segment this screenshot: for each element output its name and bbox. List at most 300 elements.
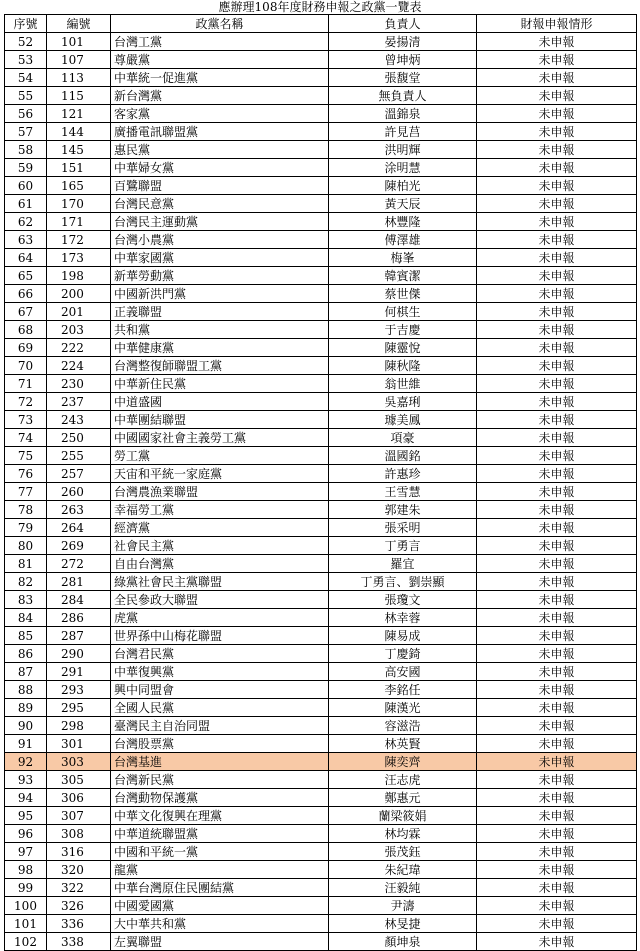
cell-code: 222 — [47, 339, 111, 357]
cell-person: 丁慶錡 — [329, 645, 477, 663]
cell-code: 151 — [47, 159, 111, 177]
cell-status: 未申報 — [477, 141, 637, 159]
cell-status: 未申報 — [477, 33, 637, 51]
cell-seq: 101 — [5, 915, 47, 933]
cell-person: 汪志虎 — [329, 771, 477, 789]
cell-code: 338 — [47, 933, 111, 951]
cell-code: 224 — [47, 357, 111, 375]
cell-seq: 95 — [5, 807, 47, 825]
cell-code: 264 — [47, 519, 111, 537]
cell-seq: 87 — [5, 663, 47, 681]
cell-code: 293 — [47, 681, 111, 699]
table-row — [5, 915, 637, 933]
cell-person: 璩美鳳 — [329, 411, 477, 429]
cell-code: 144 — [47, 123, 111, 141]
cell-party-name: 台灣農漁業聯盟 — [111, 483, 329, 501]
cell-seq: 83 — [5, 591, 47, 609]
cell-code: 320 — [47, 861, 111, 879]
cell-code: 107 — [47, 51, 111, 69]
cell-seq: 98 — [5, 861, 47, 879]
cell-party-name: 中華台灣原住民團結黨 — [111, 879, 329, 897]
cell-seq: 75 — [5, 447, 47, 465]
cell-code: 145 — [47, 141, 111, 159]
table-row — [5, 51, 637, 69]
cell-code: 291 — [47, 663, 111, 681]
cell-party-name: 自由台灣黨 — [111, 555, 329, 573]
cell-party-name: 尊嚴黨 — [111, 51, 329, 69]
table-row — [5, 69, 637, 87]
table-row — [5, 555, 637, 573]
cell-code: 284 — [47, 591, 111, 609]
cell-person: 林英賢 — [329, 735, 477, 753]
cell-status: 未申報 — [477, 285, 637, 303]
cell-seq: 57 — [5, 123, 47, 141]
table-row — [5, 753, 637, 771]
cell-person: 吳嘉琍 — [329, 393, 477, 411]
cell-person: 溫國銘 — [329, 447, 477, 465]
cell-person: 林均霖 — [329, 825, 477, 843]
table-row — [5, 843, 637, 861]
cell-status: 未申報 — [477, 717, 637, 735]
table-row — [5, 375, 637, 393]
cell-person: 無負責人 — [329, 87, 477, 105]
cell-party-name: 虎黨 — [111, 609, 329, 627]
cell-code: 298 — [47, 717, 111, 735]
cell-party-name: 中國國家社會主義勞工黨 — [111, 429, 329, 447]
cell-status: 未申報 — [477, 123, 637, 141]
cell-code: 305 — [47, 771, 111, 789]
cell-person: 林幸蓉 — [329, 609, 477, 627]
table-row — [5, 501, 637, 519]
cell-code: 172 — [47, 231, 111, 249]
cell-person: 陳奕齊 — [329, 753, 477, 771]
table-row — [5, 267, 637, 285]
cell-person: 黃天辰 — [329, 195, 477, 213]
table-row — [5, 195, 637, 213]
cell-person: 張采明 — [329, 519, 477, 537]
table-row — [5, 141, 637, 159]
cell-code: 170 — [47, 195, 111, 213]
cell-person: 林豐隆 — [329, 213, 477, 231]
cell-seq: 99 — [5, 879, 47, 897]
cell-seq: 62 — [5, 213, 47, 231]
cell-person: 羅宜 — [329, 555, 477, 573]
cell-party-name: 台灣民主運動黨 — [111, 213, 329, 231]
cell-status: 未申報 — [477, 933, 637, 951]
cell-person: 陳柏光 — [329, 177, 477, 195]
cell-party-name: 中華統一促進黨 — [111, 69, 329, 87]
cell-status: 未申報 — [477, 447, 637, 465]
cell-party-name: 中華復興黨 — [111, 663, 329, 681]
table-body — [5, 33, 637, 951]
cell-seq: 63 — [5, 231, 47, 249]
cell-party-name: 全國人民黨 — [111, 699, 329, 717]
cell-code: 269 — [47, 537, 111, 555]
cell-person: 蘭梁筱娟 — [329, 807, 477, 825]
table-row — [5, 573, 637, 591]
cell-person: 尹濤 — [329, 897, 477, 915]
table-row — [5, 789, 637, 807]
cell-party-name: 中華道統聯盟黨 — [111, 825, 329, 843]
cell-person: 傅澤雄 — [329, 231, 477, 249]
cell-person: 洪明輝 — [329, 141, 477, 159]
cell-party-name: 新台灣黨 — [111, 87, 329, 105]
cell-person: 王雪慧 — [329, 483, 477, 501]
cell-seq: 79 — [5, 519, 47, 537]
cell-status: 未申報 — [477, 807, 637, 825]
table-row — [5, 285, 637, 303]
cell-status: 未申報 — [477, 69, 637, 87]
cell-status: 未申報 — [477, 735, 637, 753]
cell-person: 涂明慧 — [329, 159, 477, 177]
header-code: 編號 — [47, 15, 111, 33]
cell-code: 198 — [47, 267, 111, 285]
cell-party-name: 台灣君民黨 — [111, 645, 329, 663]
table-row — [5, 249, 637, 267]
cell-status: 未申報 — [477, 357, 637, 375]
table-row — [5, 429, 637, 447]
cell-seq: 65 — [5, 267, 47, 285]
cell-code: 260 — [47, 483, 111, 501]
table-row — [5, 87, 637, 105]
table-row — [5, 393, 637, 411]
cell-party-name: 正義聯盟 — [111, 303, 329, 321]
cell-party-name: 中華文化復興在理黨 — [111, 807, 329, 825]
cell-code: 165 — [47, 177, 111, 195]
cell-status: 未申報 — [477, 825, 637, 843]
cell-party-name: 客家黨 — [111, 105, 329, 123]
cell-seq: 59 — [5, 159, 47, 177]
cell-status: 未申報 — [477, 429, 637, 447]
table-row — [5, 699, 637, 717]
cell-party-name: 共和黨 — [111, 321, 329, 339]
cell-person: 丁勇言 — [329, 537, 477, 555]
cell-party-name: 勞工黨 — [111, 447, 329, 465]
cell-person: 曾坤炳 — [329, 51, 477, 69]
cell-seq: 69 — [5, 339, 47, 357]
table-row — [5, 177, 637, 195]
cell-status: 未申報 — [477, 663, 637, 681]
header-person: 負責人 — [329, 15, 477, 33]
table-row — [5, 321, 637, 339]
table-row — [5, 879, 637, 897]
table-row — [5, 231, 637, 249]
table-row — [5, 465, 637, 483]
cell-person: 李銘任 — [329, 681, 477, 699]
cell-status: 未申報 — [477, 537, 637, 555]
cell-seq: 54 — [5, 69, 47, 87]
cell-person: 林旻捷 — [329, 915, 477, 933]
cell-seq: 80 — [5, 537, 47, 555]
cell-code: 101 — [47, 33, 111, 51]
cell-code: 171 — [47, 213, 111, 231]
cell-party-name: 中華健康黨 — [111, 339, 329, 357]
cell-person: 鄭惠元 — [329, 789, 477, 807]
table-row — [5, 591, 637, 609]
cell-person: 晏揚清 — [329, 33, 477, 51]
cell-seq: 68 — [5, 321, 47, 339]
cell-status: 未申報 — [477, 483, 637, 501]
cell-code: 203 — [47, 321, 111, 339]
cell-party-name: 全民參政大聯盟 — [111, 591, 329, 609]
cell-party-name: 台灣動物保護黨 — [111, 789, 329, 807]
header-status: 財報申報情形 — [477, 15, 637, 33]
cell-seq: 61 — [5, 195, 47, 213]
document-title: 應辦理108年度財務申報之政黨一覽表 — [218, 0, 422, 14]
cell-seq: 67 — [5, 303, 47, 321]
cell-person: 溫錦泉 — [329, 105, 477, 123]
cell-status: 未申報 — [477, 195, 637, 213]
cell-seq: 90 — [5, 717, 47, 735]
cell-seq: 93 — [5, 771, 47, 789]
cell-status: 未申報 — [477, 213, 637, 231]
cell-status: 未申報 — [477, 645, 637, 663]
table-row — [5, 897, 637, 915]
cell-status: 未申報 — [477, 87, 637, 105]
cell-status: 未申報 — [477, 339, 637, 357]
cell-person: 張馥堂 — [329, 69, 477, 87]
cell-seq: 64 — [5, 249, 47, 267]
cell-code: 200 — [47, 285, 111, 303]
cell-code: 295 — [47, 699, 111, 717]
cell-seq: 78 — [5, 501, 47, 519]
table-row — [5, 123, 637, 141]
table-row — [5, 213, 637, 231]
cell-code: 255 — [47, 447, 111, 465]
cell-status: 未申報 — [477, 879, 637, 897]
table-row — [5, 537, 637, 555]
header-seq: 序號 — [5, 15, 47, 33]
cell-person: 張茂鈺 — [329, 843, 477, 861]
cell-status: 未申報 — [477, 699, 637, 717]
cell-party-name: 大中華共和黨 — [111, 915, 329, 933]
cell-party-name: 中國新洪門黨 — [111, 285, 329, 303]
cell-code: 121 — [47, 105, 111, 123]
table-row — [5, 645, 637, 663]
cell-status: 未申報 — [477, 771, 637, 789]
cell-code: 290 — [47, 645, 111, 663]
cell-party-name: 台灣民意黨 — [111, 195, 329, 213]
cell-code: 307 — [47, 807, 111, 825]
cell-party-name: 中華團結聯盟 — [111, 411, 329, 429]
cell-seq: 73 — [5, 411, 47, 429]
cell-code: 243 — [47, 411, 111, 429]
cell-seq: 89 — [5, 699, 47, 717]
cell-code: 237 — [47, 393, 111, 411]
cell-party-name: 百鷺聯盟 — [111, 177, 329, 195]
cell-person: 韓賓潔 — [329, 267, 477, 285]
table-row — [5, 411, 637, 429]
cell-seq: 94 — [5, 789, 47, 807]
table-row — [5, 609, 637, 627]
cell-seq: 86 — [5, 645, 47, 663]
cell-code: 281 — [47, 573, 111, 591]
cell-code: 287 — [47, 627, 111, 645]
table-row — [5, 303, 637, 321]
table-row — [5, 735, 637, 753]
cell-code: 115 — [47, 87, 111, 105]
cell-person: 項豪 — [329, 429, 477, 447]
cell-seq: 53 — [5, 51, 47, 69]
cell-person: 汪毅純 — [329, 879, 477, 897]
cell-person: 高安國 — [329, 663, 477, 681]
cell-seq: 81 — [5, 555, 47, 573]
cell-code: 301 — [47, 735, 111, 753]
cell-status: 未申報 — [477, 681, 637, 699]
cell-status: 未申報 — [477, 501, 637, 519]
table-row — [5, 447, 637, 465]
cell-seq: 72 — [5, 393, 47, 411]
cell-seq: 88 — [5, 681, 47, 699]
cell-status: 未申報 — [477, 267, 637, 285]
cell-code: 263 — [47, 501, 111, 519]
cell-status: 未申報 — [477, 411, 637, 429]
cell-seq: 82 — [5, 573, 47, 591]
cell-party-name: 天宙和平統一家庭黨 — [111, 465, 329, 483]
cell-seq: 76 — [5, 465, 47, 483]
cell-party-name: 台灣新民黨 — [111, 771, 329, 789]
cell-status: 未申報 — [477, 915, 637, 933]
cell-seq: 74 — [5, 429, 47, 447]
cell-code: 113 — [47, 69, 111, 87]
table-row — [5, 159, 637, 177]
party-table — [4, 14, 637, 951]
table-row — [5, 771, 637, 789]
cell-status: 未申報 — [477, 591, 637, 609]
cell-person: 朱紀瑋 — [329, 861, 477, 879]
cell-party-name: 興中同盟會 — [111, 681, 329, 699]
table-row — [5, 933, 637, 951]
cell-party-name: 中道盛國 — [111, 393, 329, 411]
cell-seq: 97 — [5, 843, 47, 861]
table-row — [5, 357, 637, 375]
table-row — [5, 33, 637, 51]
cell-seq: 58 — [5, 141, 47, 159]
cell-code: 201 — [47, 303, 111, 321]
cell-code: 326 — [47, 897, 111, 915]
cell-seq: 91 — [5, 735, 47, 753]
cell-seq: 56 — [5, 105, 47, 123]
cell-code: 306 — [47, 789, 111, 807]
cell-party-name: 中華婦女黨 — [111, 159, 329, 177]
cell-seq: 96 — [5, 825, 47, 843]
cell-code: 303 — [47, 753, 111, 771]
cell-seq: 84 — [5, 609, 47, 627]
table-row — [5, 663, 637, 681]
cell-person: 郭建朱 — [329, 501, 477, 519]
cell-party-name: 世界孫中山梅花聯盟 — [111, 627, 329, 645]
cell-code: 316 — [47, 843, 111, 861]
cell-seq: 52 — [5, 33, 47, 51]
cell-code: 286 — [47, 609, 111, 627]
cell-status: 未申報 — [477, 177, 637, 195]
cell-status: 未申報 — [477, 861, 637, 879]
cell-status: 未申報 — [477, 303, 637, 321]
cell-person: 陳靈悅 — [329, 339, 477, 357]
cell-party-name: 經濟黨 — [111, 519, 329, 537]
cell-party-name: 幸福勞工黨 — [111, 501, 329, 519]
cell-code: 257 — [47, 465, 111, 483]
table-row — [5, 627, 637, 645]
cell-status: 未申報 — [477, 609, 637, 627]
cell-party-name: 臺灣民主自治同盟 — [111, 717, 329, 735]
table-row — [5, 483, 637, 501]
cell-status: 未申報 — [477, 375, 637, 393]
cell-status: 未申報 — [477, 789, 637, 807]
cell-party-name: 綠黨社會民主黨聯盟 — [111, 573, 329, 591]
cell-seq: 55 — [5, 87, 47, 105]
cell-person: 陳易成 — [329, 627, 477, 645]
cell-seq: 85 — [5, 627, 47, 645]
cell-party-name: 中華家國黨 — [111, 249, 329, 267]
cell-party-name: 惠民黨 — [111, 141, 329, 159]
cell-seq: 70 — [5, 357, 47, 375]
cell-status: 未申報 — [477, 249, 637, 267]
table-row — [5, 339, 637, 357]
cell-code: 308 — [47, 825, 111, 843]
cell-person: 蔡世傑 — [329, 285, 477, 303]
cell-code: 322 — [47, 879, 111, 897]
cell-code: 250 — [47, 429, 111, 447]
cell-code: 336 — [47, 915, 111, 933]
cell-status: 未申報 — [477, 627, 637, 645]
cell-party-name: 台灣基進 — [111, 753, 329, 771]
cell-person: 何棋生 — [329, 303, 477, 321]
cell-party-name: 廣播電訊聯盟黨 — [111, 123, 329, 141]
cell-person: 翁世維 — [329, 375, 477, 393]
cell-person: 于吉慶 — [329, 321, 477, 339]
cell-status: 未申報 — [477, 465, 637, 483]
cell-status: 未申報 — [477, 843, 637, 861]
cell-code: 230 — [47, 375, 111, 393]
cell-code: 173 — [47, 249, 111, 267]
table-row — [5, 681, 637, 699]
cell-status: 未申報 — [477, 321, 637, 339]
cell-code: 272 — [47, 555, 111, 573]
cell-person: 陳漢光 — [329, 699, 477, 717]
cell-status: 未申報 — [477, 573, 637, 591]
cell-status: 未申報 — [477, 51, 637, 69]
cell-party-name: 左翼聯盟 — [111, 933, 329, 951]
cell-party-name: 台灣小農黨 — [111, 231, 329, 249]
cell-status: 未申報 — [477, 159, 637, 177]
cell-person: 丁勇言、劉崇顯 — [329, 573, 477, 591]
cell-party-name: 社會民主黨 — [111, 537, 329, 555]
cell-status: 未申報 — [477, 897, 637, 915]
cell-party-name: 台灣工黨 — [111, 33, 329, 51]
cell-party-name: 台灣整復師聯盟工黨 — [111, 357, 329, 375]
cell-person: 陳秋隆 — [329, 357, 477, 375]
cell-person: 顏坤泉 — [329, 933, 477, 951]
cell-party-name: 中國愛國黨 — [111, 897, 329, 915]
cell-seq: 102 — [5, 933, 47, 951]
cell-person: 容滋浩 — [329, 717, 477, 735]
cell-status: 未申報 — [477, 519, 637, 537]
cell-person: 張瓊文 — [329, 591, 477, 609]
cell-party-name: 台灣股票黨 — [111, 735, 329, 753]
cell-seq: 66 — [5, 285, 47, 303]
header-name: 政黨名稱 — [111, 15, 329, 33]
cell-person: 許惠珍 — [329, 465, 477, 483]
cell-person: 梅峯 — [329, 249, 477, 267]
cell-seq: 60 — [5, 177, 47, 195]
cell-party-name: 中國和平統一黨 — [111, 843, 329, 861]
table-row — [5, 717, 637, 735]
cell-party-name: 新華勞動黨 — [111, 267, 329, 285]
cell-person: 許見莒 — [329, 123, 477, 141]
cell-seq: 100 — [5, 897, 47, 915]
cell-party-name: 中華新住民黨 — [111, 375, 329, 393]
